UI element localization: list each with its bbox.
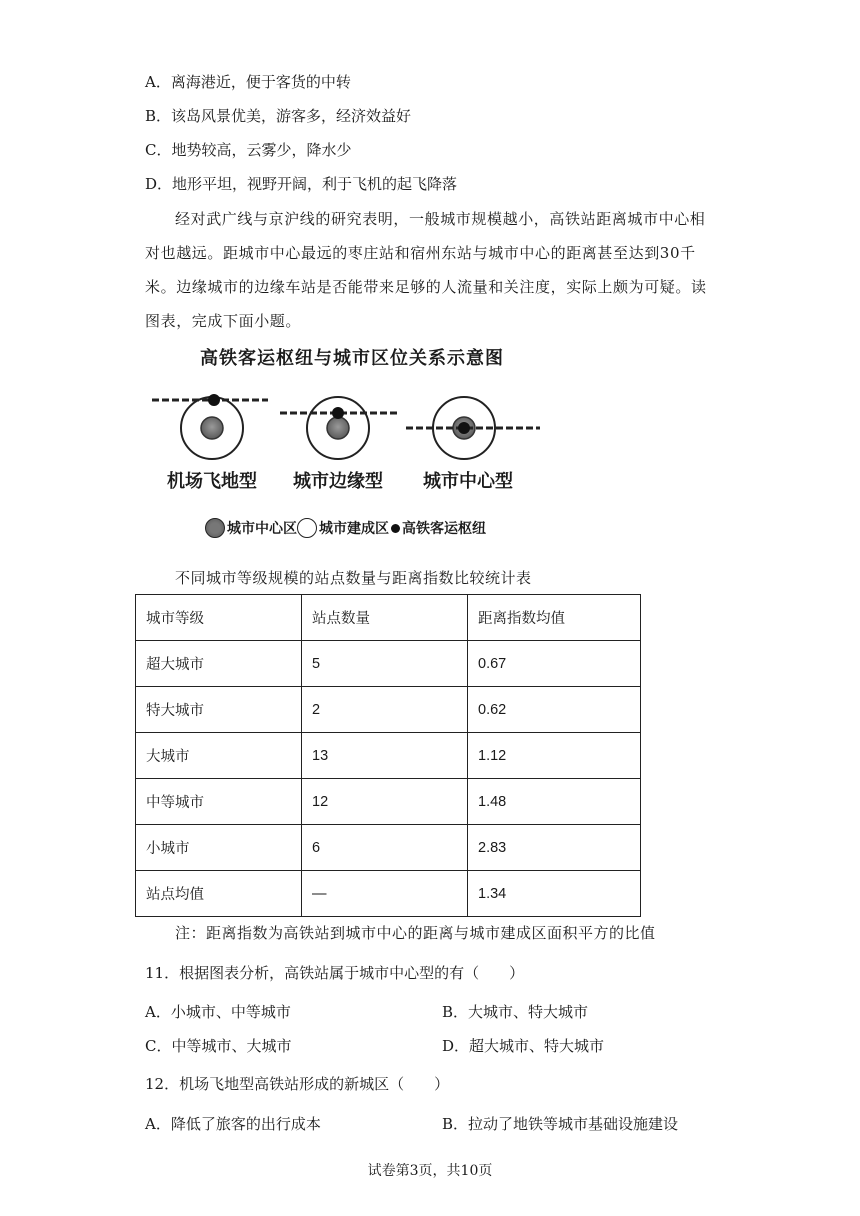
legend-built-label: 城市建成区 bbox=[319, 521, 389, 537]
table-header-cell: 城市等级 bbox=[136, 595, 302, 641]
question-11-stem: 11．根据图表分析，高铁站属于城市中心型的有（ ） bbox=[145, 964, 525, 982]
q11-option-c: C．中等城市、大城市 bbox=[145, 1037, 292, 1055]
type-label-center: 城市中心型 bbox=[423, 471, 513, 492]
diagram-city-edge bbox=[280, 397, 400, 459]
table-cell: 1.34 bbox=[468, 871, 641, 917]
q12-option-b: B．拉动了地铁等城市基础设施建设 bbox=[442, 1115, 679, 1133]
table-cell: 1.12 bbox=[468, 733, 641, 779]
table-cell: 站点均值 bbox=[136, 871, 302, 917]
table-row bbox=[136, 641, 641, 687]
legend-center-label: 城市中心区 bbox=[227, 521, 297, 537]
type-label-airport: 机场飞地型 bbox=[167, 471, 257, 492]
table-cell: 中等城市 bbox=[136, 779, 302, 825]
table-cell: 0.67 bbox=[468, 641, 641, 687]
station-location-diagram bbox=[150, 380, 550, 500]
option-d: D．地形平坦，视野开阔，利于飞机的起飞降落 bbox=[145, 175, 458, 193]
table-cell: 小城市 bbox=[136, 825, 302, 871]
table-cell: 2.83 bbox=[468, 825, 641, 871]
table-header-row bbox=[136, 595, 641, 641]
table-row bbox=[136, 825, 641, 871]
table-cell: 12 bbox=[302, 779, 468, 825]
table-cell: — bbox=[302, 871, 468, 917]
table-cell: 5 bbox=[302, 641, 468, 687]
table-cell: 1.48 bbox=[468, 779, 641, 825]
page-footer: 试卷第3页，共10页 bbox=[367, 1163, 493, 1179]
table-cell: 13 bbox=[302, 733, 468, 779]
type-label-edge: 城市边缘型 bbox=[293, 471, 383, 492]
table-note: 注：距离指数为高铁站到城市中心的距离与城市建成区面积平方的比值 bbox=[175, 924, 656, 942]
figure-legend bbox=[205, 518, 486, 538]
table-row bbox=[136, 871, 641, 917]
q11-option-d: D．超大城市、特大城市 bbox=[442, 1037, 605, 1055]
q11-option-a: A．小城市、中等城市 bbox=[145, 1003, 291, 1021]
passage-text: 经对武广线与京沪线的研究表明，一般城市规模越小，高铁站距离城市中心相对也越远。距城市中心最远的枣庄站和宿州东站与城市中心的距离甚至达到30千米。边缘城市的边缘车站是否能带来足够的人流量和关注度，实际上颇为可疑。读图表，完成下面小题。 bbox=[145, 210, 707, 330]
legend-center-swatch bbox=[205, 518, 225, 538]
stats-table bbox=[135, 594, 641, 917]
diagram-airport-enclave bbox=[152, 394, 268, 459]
question-12-stem: 12．机场飞地型高铁站形成的新城区（ ） bbox=[145, 1075, 450, 1093]
figure-title: 高铁客运枢纽与城市区位关系示意图 bbox=[200, 348, 504, 369]
q12-option-a: A．降低了旅客的出行成本 bbox=[145, 1115, 321, 1133]
q11-option-b: B．大城市、特大城市 bbox=[442, 1003, 589, 1021]
option-a: A．离海港近，便于客货的中转 bbox=[145, 73, 351, 91]
diagram-city-center bbox=[406, 397, 540, 459]
table-row bbox=[136, 733, 641, 779]
option-c: C．地势较高，云雾少，降水少 bbox=[145, 141, 352, 159]
table-header-cell: 距离指数均值 bbox=[468, 595, 641, 641]
option-b: B．该岛风景优美，游客多，经济效益好 bbox=[145, 107, 412, 125]
table-row bbox=[136, 687, 641, 733]
table-cell: 超大城市 bbox=[136, 641, 302, 687]
table-cell: 6 bbox=[302, 825, 468, 871]
legend-hub-label: 高铁客运枢纽 bbox=[402, 521, 486, 537]
table-cell: 2 bbox=[302, 687, 468, 733]
legend-hub-swatch bbox=[391, 524, 400, 533]
legend-built-swatch bbox=[297, 518, 317, 538]
table-cell: 大城市 bbox=[136, 733, 302, 779]
table-title: 不同城市等级规模的站点数量与距离指数比较统计表 bbox=[175, 569, 532, 587]
table-cell: 特大城市 bbox=[136, 687, 302, 733]
table-cell: 0.62 bbox=[468, 687, 641, 733]
table-header-cell: 站点数量 bbox=[302, 595, 468, 641]
table-row bbox=[136, 779, 641, 825]
